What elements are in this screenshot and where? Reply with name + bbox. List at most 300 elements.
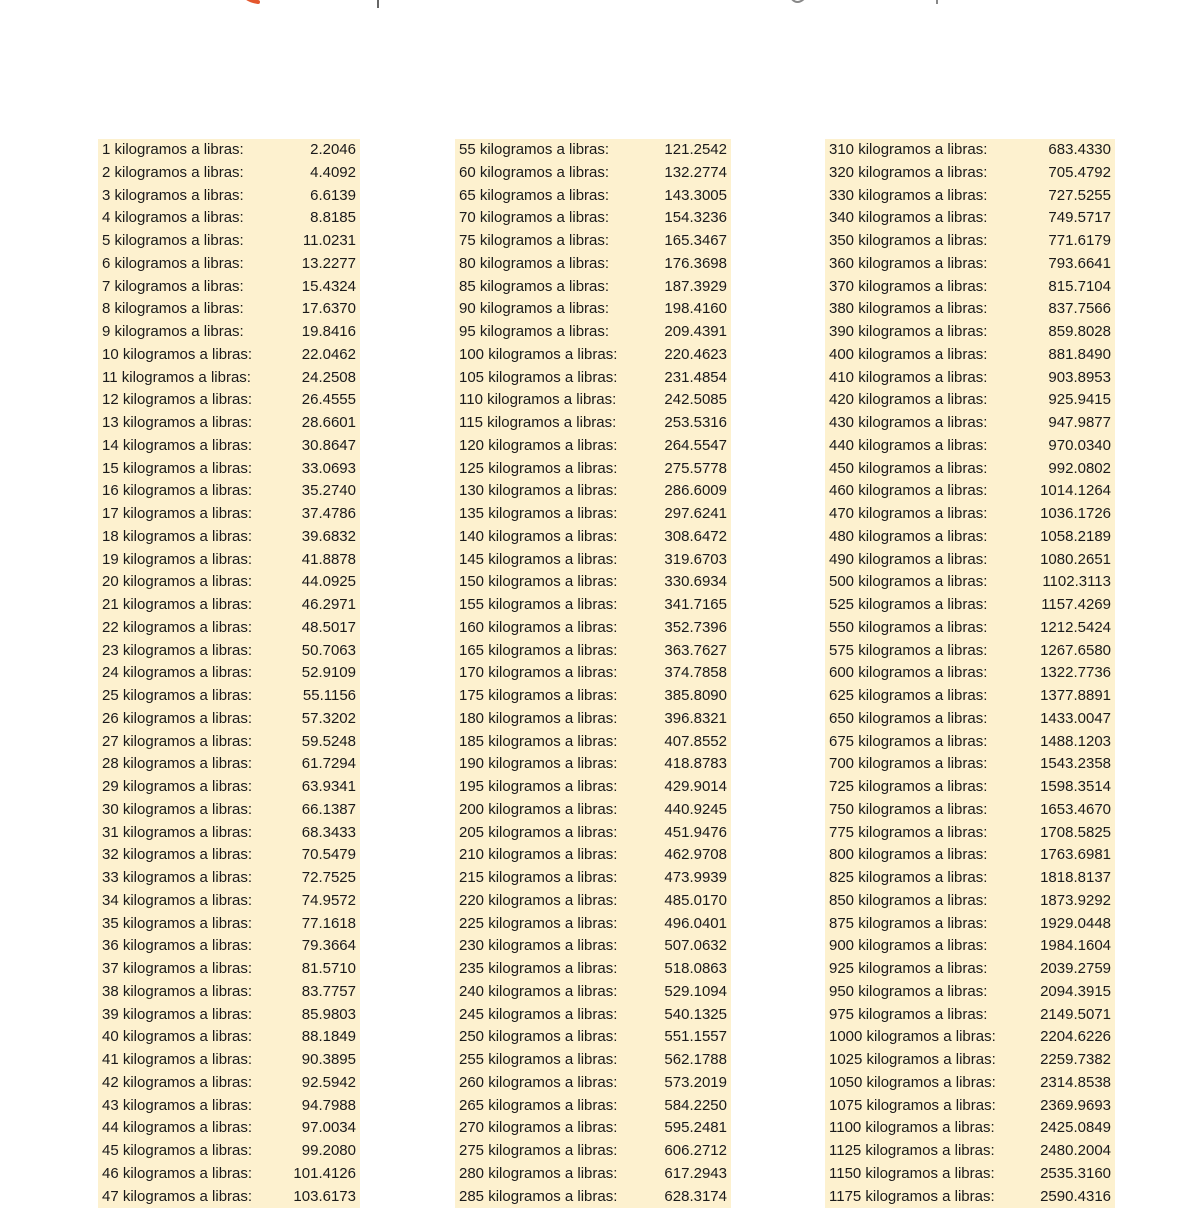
row-label: 11 kilogramos a libras: bbox=[102, 367, 251, 390]
row-label: 340 kilogramos a libras: bbox=[829, 207, 987, 230]
table-row bbox=[825, 344, 1115, 367]
conversion-table-2 bbox=[455, 139, 731, 1208]
row-value: 341.7165 bbox=[664, 594, 727, 617]
row-value: 59.5248 bbox=[302, 731, 356, 754]
table-row bbox=[825, 913, 1115, 936]
row-label: 7 kilogramos a libras: bbox=[102, 276, 244, 299]
row-label: 27 kilogramos a libras: bbox=[102, 731, 252, 754]
row-value: 72.7525 bbox=[302, 867, 356, 890]
row-value: 187.3929 bbox=[664, 276, 727, 299]
row-label: 35 kilogramos a libras: bbox=[102, 913, 252, 936]
row-value: 77.1618 bbox=[302, 913, 356, 936]
row-label: 80 kilogramos a libras: bbox=[459, 253, 609, 276]
row-value: 385.8090 bbox=[664, 685, 727, 708]
row-label: 625 kilogramos a libras: bbox=[829, 685, 987, 708]
row-value: 275.5778 bbox=[664, 458, 727, 481]
row-label: 390 kilogramos a libras: bbox=[829, 321, 987, 344]
row-label: 470 kilogramos a libras: bbox=[829, 503, 987, 526]
row-label: 280 kilogramos a libras: bbox=[459, 1163, 617, 1186]
table-row bbox=[98, 890, 360, 913]
row-label: 155 kilogramos a libras: bbox=[459, 594, 617, 617]
table-row bbox=[825, 935, 1115, 958]
row-value: 55.1156 bbox=[303, 685, 356, 708]
row-label: 1100 kilogramos a libras: bbox=[829, 1117, 995, 1140]
table-row bbox=[98, 981, 360, 1004]
row-label: 750 kilogramos a libras: bbox=[829, 799, 987, 822]
table-row bbox=[825, 799, 1115, 822]
table-row bbox=[98, 1186, 360, 1208]
row-label: 550 kilogramos a libras: bbox=[829, 617, 987, 640]
row-label: 525 kilogramos a libras: bbox=[829, 594, 987, 617]
table-row bbox=[98, 594, 360, 617]
row-label: 350 kilogramos a libras: bbox=[829, 230, 987, 253]
row-value: 242.5085 bbox=[664, 389, 727, 412]
table-row bbox=[98, 549, 360, 572]
row-label: 32 kilogramos a libras: bbox=[102, 844, 252, 867]
row-value: 41.8878 bbox=[302, 549, 356, 572]
row-label: 180 kilogramos a libras: bbox=[459, 708, 617, 731]
table-row bbox=[825, 594, 1115, 617]
row-value: 231.4854 bbox=[664, 367, 727, 390]
table-row bbox=[455, 526, 731, 549]
row-label: 22 kilogramos a libras: bbox=[102, 617, 252, 640]
row-value: 319.6703 bbox=[664, 549, 727, 572]
row-value: 1036.1726 bbox=[1040, 503, 1111, 526]
row-label: 90 kilogramos a libras: bbox=[459, 298, 609, 321]
table-row bbox=[825, 526, 1115, 549]
row-value: 374.7858 bbox=[664, 662, 727, 685]
table-row bbox=[98, 367, 360, 390]
table-row bbox=[455, 1186, 731, 1208]
row-label: 775 kilogramos a libras: bbox=[829, 822, 987, 845]
row-value: 143.3005 bbox=[664, 185, 727, 208]
row-label: 30 kilogramos a libras: bbox=[102, 799, 252, 822]
row-label: 410 kilogramos a libras: bbox=[829, 367, 987, 390]
row-label: 45 kilogramos a libras: bbox=[102, 1140, 252, 1163]
row-label: 125 kilogramos a libras: bbox=[459, 458, 617, 481]
table-row bbox=[825, 1049, 1115, 1072]
row-label: 925 kilogramos a libras: bbox=[829, 958, 987, 981]
row-label: 41 kilogramos a libras: bbox=[102, 1049, 252, 1072]
row-label: 825 kilogramos a libras: bbox=[829, 867, 987, 890]
table-row bbox=[455, 822, 731, 845]
row-label: 16 kilogramos a libras: bbox=[102, 480, 252, 503]
row-label: 10 kilogramos a libras: bbox=[102, 344, 252, 367]
row-label: 46 kilogramos a libras: bbox=[102, 1163, 252, 1186]
row-value: 749.5717 bbox=[1048, 207, 1111, 230]
row-label: 6 kilogramos a libras: bbox=[102, 253, 244, 276]
table-row bbox=[455, 844, 731, 867]
row-value: 573.2019 bbox=[664, 1072, 727, 1095]
row-value: 330.6934 bbox=[664, 571, 727, 594]
table-row bbox=[98, 753, 360, 776]
row-value: 253.5316 bbox=[664, 412, 727, 435]
row-value: 462.9708 bbox=[664, 844, 727, 867]
table-row bbox=[825, 298, 1115, 321]
row-value: 176.3698 bbox=[664, 253, 727, 276]
table-row bbox=[98, 344, 360, 367]
row-value: 1873.9292 bbox=[1040, 890, 1111, 913]
table-row bbox=[825, 185, 1115, 208]
row-label: 95 kilogramos a libras: bbox=[459, 321, 609, 344]
row-value: 2039.2759 bbox=[1040, 958, 1111, 981]
row-value: 2369.9693 bbox=[1040, 1095, 1111, 1118]
table-row bbox=[98, 844, 360, 867]
row-value: 4.4092 bbox=[310, 162, 356, 185]
row-label: 460 kilogramos a libras: bbox=[829, 480, 987, 503]
table-row bbox=[825, 321, 1115, 344]
row-value: 683.4330 bbox=[1048, 139, 1111, 162]
row-value: 165.3467 bbox=[664, 230, 727, 253]
table-row bbox=[825, 1117, 1115, 1140]
row-label: 36 kilogramos a libras: bbox=[102, 935, 252, 958]
row-value: 30.8647 bbox=[302, 435, 356, 458]
row-label: 24 kilogramos a libras: bbox=[102, 662, 252, 685]
row-label: 230 kilogramos a libras: bbox=[459, 935, 617, 958]
row-label: 20 kilogramos a libras: bbox=[102, 571, 252, 594]
table-row bbox=[98, 139, 360, 162]
table-row bbox=[98, 162, 360, 185]
row-value: 451.9476 bbox=[664, 822, 727, 845]
table-row bbox=[98, 276, 360, 299]
row-label: 75 kilogramos a libras: bbox=[459, 230, 609, 253]
table-row bbox=[825, 253, 1115, 276]
table-row bbox=[455, 890, 731, 913]
table-row bbox=[455, 480, 731, 503]
table-row bbox=[825, 162, 1115, 185]
table-row bbox=[455, 367, 731, 390]
table-row bbox=[98, 298, 360, 321]
row-label: 33 kilogramos a libras: bbox=[102, 867, 252, 890]
row-value: 99.2080 bbox=[302, 1140, 356, 1163]
row-label: 120 kilogramos a libras: bbox=[459, 435, 617, 458]
page-header bbox=[0, 0, 1200, 40]
row-label: 400 kilogramos a libras: bbox=[829, 344, 987, 367]
row-label: 8 kilogramos a libras: bbox=[102, 298, 244, 321]
row-value: 540.1325 bbox=[664, 1004, 727, 1027]
row-value: 63.9341 bbox=[302, 776, 356, 799]
row-value: 1763.6981 bbox=[1040, 844, 1111, 867]
row-label: 23 kilogramos a libras: bbox=[102, 640, 252, 663]
row-value: 11.0231 bbox=[303, 230, 356, 253]
row-value: 352.7396 bbox=[664, 617, 727, 640]
row-label: 130 kilogramos a libras: bbox=[459, 480, 617, 503]
row-value: 1058.2189 bbox=[1040, 526, 1111, 549]
row-label: 1050 kilogramos a libras: bbox=[829, 1072, 996, 1095]
row-label: 175 kilogramos a libras: bbox=[459, 685, 617, 708]
table-row bbox=[98, 412, 360, 435]
table-row bbox=[825, 844, 1115, 867]
table-row bbox=[455, 412, 731, 435]
row-label: 85 kilogramos a libras: bbox=[459, 276, 609, 299]
row-value: 35.2740 bbox=[302, 480, 356, 503]
table-row bbox=[825, 617, 1115, 640]
table-row bbox=[825, 708, 1115, 731]
row-label: 4 kilogramos a libras: bbox=[102, 207, 244, 230]
row-value: 1322.7736 bbox=[1040, 662, 1111, 685]
table-row bbox=[98, 958, 360, 981]
row-label: 950 kilogramos a libras: bbox=[829, 981, 987, 1004]
row-label: 115 kilogramos a libras: bbox=[459, 412, 616, 435]
header-divider bbox=[377, 0, 379, 8]
table-row bbox=[98, 867, 360, 890]
table-row bbox=[825, 981, 1115, 1004]
row-value: 947.9877 bbox=[1048, 412, 1111, 435]
row-label: 160 kilogramos a libras: bbox=[459, 617, 617, 640]
row-value: 44.0925 bbox=[302, 571, 356, 594]
table-row bbox=[455, 1072, 731, 1095]
row-label: 285 kilogramos a libras: bbox=[459, 1186, 617, 1208]
table-row bbox=[455, 935, 731, 958]
row-label: 43 kilogramos a libras: bbox=[102, 1095, 252, 1118]
row-value: 70.5479 bbox=[302, 844, 356, 867]
table-row bbox=[98, 708, 360, 731]
row-label: 60 kilogramos a libras: bbox=[459, 162, 609, 185]
table-row bbox=[455, 1004, 731, 1027]
row-label: 47 kilogramos a libras: bbox=[102, 1186, 252, 1208]
row-label: 42 kilogramos a libras: bbox=[102, 1072, 252, 1095]
row-value: 50.7063 bbox=[302, 640, 356, 663]
row-value: 39.6832 bbox=[302, 526, 356, 549]
table-row bbox=[98, 685, 360, 708]
row-label: 19 kilogramos a libras: bbox=[102, 549, 252, 572]
table-row bbox=[825, 1095, 1115, 1118]
table-row bbox=[98, 503, 360, 526]
row-value: 507.0632 bbox=[664, 935, 727, 958]
row-value: 1598.3514 bbox=[1040, 776, 1111, 799]
row-label: 250 kilogramos a libras: bbox=[459, 1026, 617, 1049]
row-label: 1025 kilogramos a libras: bbox=[829, 1049, 996, 1072]
row-value: 48.5017 bbox=[302, 617, 356, 640]
row-value: 881.8490 bbox=[1048, 344, 1111, 367]
table-row bbox=[455, 1049, 731, 1072]
row-label: 270 kilogramos a libras: bbox=[459, 1117, 617, 1140]
row-label: 490 kilogramos a libras: bbox=[829, 549, 987, 572]
row-value: 101.4126 bbox=[293, 1163, 356, 1186]
row-value: 17.6370 bbox=[302, 298, 356, 321]
table-row bbox=[825, 662, 1115, 685]
table-row bbox=[825, 753, 1115, 776]
row-label: 195 kilogramos a libras: bbox=[459, 776, 617, 799]
row-label: 150 kilogramos a libras: bbox=[459, 571, 617, 594]
header-mark-icon bbox=[787, 0, 967, 6]
row-value: 90.3895 bbox=[302, 1049, 356, 1072]
table-row bbox=[455, 162, 731, 185]
table-row bbox=[98, 458, 360, 481]
row-label: 675 kilogramos a libras: bbox=[829, 731, 987, 754]
row-value: 2314.8538 bbox=[1040, 1072, 1111, 1095]
table-row bbox=[455, 708, 731, 731]
row-value: 617.2943 bbox=[664, 1163, 727, 1186]
row-label: 650 kilogramos a libras: bbox=[829, 708, 987, 731]
table-row bbox=[825, 685, 1115, 708]
row-label: 29 kilogramos a libras: bbox=[102, 776, 252, 799]
row-label: 1150 kilogramos a libras: bbox=[829, 1163, 995, 1186]
row-label: 480 kilogramos a libras: bbox=[829, 526, 987, 549]
row-label: 275 kilogramos a libras: bbox=[459, 1140, 617, 1163]
row-label: 13 kilogramos a libras: bbox=[102, 412, 252, 435]
row-label: 37 kilogramos a libras: bbox=[102, 958, 252, 981]
row-value: 485.0170 bbox=[664, 890, 727, 913]
row-label: 225 kilogramos a libras: bbox=[459, 913, 617, 936]
row-value: 771.6179 bbox=[1048, 230, 1111, 253]
row-label: 170 kilogramos a libras: bbox=[459, 662, 617, 685]
row-value: 97.0034 bbox=[302, 1117, 356, 1140]
conversion-table-3 bbox=[825, 139, 1115, 1208]
row-label: 210 kilogramos a libras: bbox=[459, 844, 617, 867]
row-label: 18 kilogramos a libras: bbox=[102, 526, 252, 549]
row-value: 220.4623 bbox=[664, 344, 727, 367]
row-value: 103.6173 bbox=[293, 1186, 356, 1208]
row-value: 2204.6226 bbox=[1040, 1026, 1111, 1049]
row-value: 88.1849 bbox=[302, 1026, 356, 1049]
row-value: 562.1788 bbox=[664, 1049, 727, 1072]
table-row bbox=[98, 640, 360, 663]
row-label: 450 kilogramos a libras: bbox=[829, 458, 987, 481]
row-value: 903.8953 bbox=[1048, 367, 1111, 390]
row-value: 46.2971 bbox=[302, 594, 356, 617]
table-row bbox=[98, 1163, 360, 1186]
table-row bbox=[825, 890, 1115, 913]
table-row bbox=[825, 1140, 1115, 1163]
row-label: 44 kilogramos a libras: bbox=[102, 1117, 252, 1140]
table-row bbox=[98, 1072, 360, 1095]
row-label: 140 kilogramos a libras: bbox=[459, 526, 617, 549]
row-value: 1080.2651 bbox=[1040, 549, 1111, 572]
row-label: 200 kilogramos a libras: bbox=[459, 799, 617, 822]
row-label: 38 kilogramos a libras: bbox=[102, 981, 252, 1004]
row-label: 145 kilogramos a libras: bbox=[459, 549, 617, 572]
row-value: 66.1387 bbox=[302, 799, 356, 822]
row-label: 240 kilogramos a libras: bbox=[459, 981, 617, 1004]
table-row bbox=[825, 458, 1115, 481]
row-label: 34 kilogramos a libras: bbox=[102, 890, 252, 913]
row-label: 31 kilogramos a libras: bbox=[102, 822, 252, 845]
row-value: 815.7104 bbox=[1048, 276, 1111, 299]
row-label: 21 kilogramos a libras: bbox=[102, 594, 252, 617]
row-value: 1543.2358 bbox=[1040, 753, 1111, 776]
table-row bbox=[98, 185, 360, 208]
row-value: 209.4391 bbox=[664, 321, 727, 344]
row-label: 500 kilogramos a libras: bbox=[829, 571, 987, 594]
row-value: 1102.3113 bbox=[1042, 571, 1111, 594]
row-label: 205 kilogramos a libras: bbox=[459, 822, 617, 845]
table-row bbox=[455, 549, 731, 572]
table-row bbox=[825, 276, 1115, 299]
table-row bbox=[98, 731, 360, 754]
row-value: 79.3664 bbox=[302, 935, 356, 958]
table-row bbox=[825, 389, 1115, 412]
table-row bbox=[455, 1163, 731, 1186]
row-value: 727.5255 bbox=[1048, 185, 1111, 208]
row-value: 2535.3160 bbox=[1040, 1163, 1111, 1186]
row-label: 420 kilogramos a libras: bbox=[829, 389, 987, 412]
row-label: 26 kilogramos a libras: bbox=[102, 708, 252, 731]
row-value: 8.8185 bbox=[310, 207, 356, 230]
row-value: 68.3433 bbox=[302, 822, 356, 845]
conversion-table-1 bbox=[98, 139, 360, 1208]
table-row bbox=[98, 799, 360, 822]
row-value: 1818.8137 bbox=[1040, 867, 1111, 890]
table-row bbox=[825, 549, 1115, 572]
table-row bbox=[455, 594, 731, 617]
row-value: 13.2277 bbox=[302, 253, 356, 276]
row-value: 925.9415 bbox=[1048, 389, 1111, 412]
table-row bbox=[825, 822, 1115, 845]
table-row bbox=[825, 958, 1115, 981]
row-value: 429.9014 bbox=[664, 776, 727, 799]
table-row bbox=[825, 571, 1115, 594]
row-value: 496.0401 bbox=[664, 913, 727, 936]
row-label: 135 kilogramos a libras: bbox=[459, 503, 617, 526]
row-label: 575 kilogramos a libras: bbox=[829, 640, 987, 663]
row-label: 28 kilogramos a libras: bbox=[102, 753, 252, 776]
row-value: 26.4555 bbox=[302, 389, 356, 412]
row-label: 430 kilogramos a libras: bbox=[829, 412, 987, 435]
row-value: 74.9572 bbox=[302, 890, 356, 913]
row-value: 1653.4670 bbox=[1040, 799, 1111, 822]
row-label: 800 kilogramos a libras: bbox=[829, 844, 987, 867]
row-label: 2 kilogramos a libras: bbox=[102, 162, 244, 185]
row-value: 1433.0047 bbox=[1040, 708, 1111, 731]
row-value: 837.7566 bbox=[1048, 298, 1111, 321]
row-label: 100 kilogramos a libras: bbox=[459, 344, 617, 367]
row-value: 970.0340 bbox=[1048, 435, 1111, 458]
row-value: 24.2508 bbox=[302, 367, 356, 390]
table-row bbox=[455, 753, 731, 776]
table-row bbox=[455, 139, 731, 162]
row-label: 220 kilogramos a libras: bbox=[459, 890, 617, 913]
row-value: 2259.7382 bbox=[1040, 1049, 1111, 1072]
row-label: 40 kilogramos a libras: bbox=[102, 1026, 252, 1049]
table-row bbox=[98, 571, 360, 594]
table-row bbox=[98, 1026, 360, 1049]
row-value: 297.6241 bbox=[664, 503, 727, 526]
row-value: 198.4160 bbox=[664, 298, 727, 321]
row-value: 1157.4269 bbox=[1041, 594, 1111, 617]
table-row bbox=[98, 1095, 360, 1118]
table-row bbox=[825, 1004, 1115, 1027]
table-row bbox=[825, 1072, 1115, 1095]
row-value: 61.7294 bbox=[302, 753, 356, 776]
row-value: 595.2481 bbox=[664, 1117, 727, 1140]
row-value: 518.0863 bbox=[664, 958, 727, 981]
row-label: 330 kilogramos a libras: bbox=[829, 185, 987, 208]
table-row bbox=[98, 389, 360, 412]
table-row bbox=[98, 1049, 360, 1072]
row-label: 9 kilogramos a libras: bbox=[102, 321, 244, 344]
table-row bbox=[825, 435, 1115, 458]
row-value: 19.8416 bbox=[302, 321, 356, 344]
row-label: 310 kilogramos a libras: bbox=[829, 139, 987, 162]
table-row bbox=[455, 458, 731, 481]
row-value: 28.6601 bbox=[302, 412, 356, 435]
table-row bbox=[455, 1095, 731, 1118]
table-row bbox=[455, 207, 731, 230]
table-row bbox=[455, 731, 731, 754]
table-row bbox=[455, 230, 731, 253]
row-value: 2149.5071 bbox=[1040, 1004, 1111, 1027]
row-label: 700 kilogramos a libras: bbox=[829, 753, 987, 776]
table-row bbox=[825, 1026, 1115, 1049]
table-row bbox=[98, 935, 360, 958]
table-row bbox=[98, 207, 360, 230]
row-label: 5 kilogramos a libras: bbox=[102, 230, 244, 253]
row-label: 1 kilogramos a libras: bbox=[102, 139, 244, 162]
row-value: 529.1094 bbox=[664, 981, 727, 1004]
table-row bbox=[455, 640, 731, 663]
row-label: 245 kilogramos a libras: bbox=[459, 1004, 617, 1027]
